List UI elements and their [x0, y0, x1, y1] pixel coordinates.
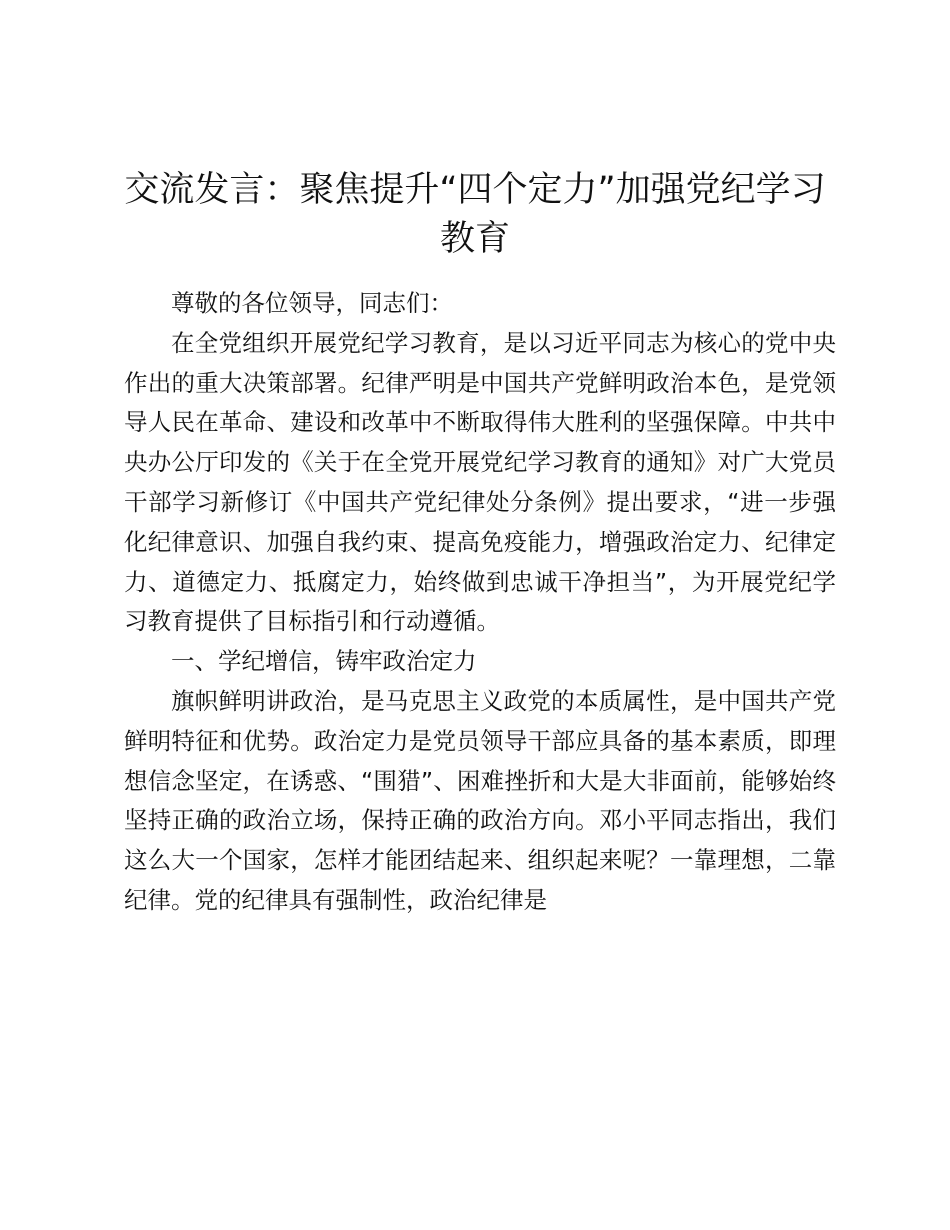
document-body	[124, 284, 836, 921]
section-1-paragraph: 旗帜鲜明讲政治，是马克思主义政党的本质属性，是中国共产党鲜明特征和优势。政治定力是党员领导干部应具备的基本素质，即理想信念坚定，在诱惑、“围猎”、困难挫折和大是大非面前，能够始终坚持正确的政治立场，保持正确的政治方向。邓小平同志指出，我们这么大一个国家，怎样才能团结起来、组织起来呢？一靠理想，二靠纪律。党的纪律具有强制性，政治纪律是	[124, 686, 836, 914]
intro-paragraph: 在全党组织开展党纪学习教育，是以习近平同志为核心的党中央作出的重大决策部署。纪律严明是中国共产党鲜明政治本色，是党领导人民在革命、建设和改革中不断取得伟大胜利的坚强保障。中共中央办公厅印发的《关于在全党开展党纪学习教育的通知》对广大党员干部学习新修订《中国共产党纪律处分条例》提出要求，“进一步强化纪律意识、加强自我约束、提高免疫能力，增强政治定力、纪律定力、道德定力、抵腐定力，始终做到忠诚干净担当”，为开展党纪学习教育提供了目标指引和行动遵循。	[124, 328, 836, 636]
document-title: 交流发言：聚焦提升“四个定力”加强党纪学习教育	[124, 170, 826, 259]
section-heading-1: 一、学纪增信，铸牢政治定力	[171, 647, 477, 676]
salutation-paragraph: 尊敬的各位领导，同志们：	[171, 289, 453, 317]
